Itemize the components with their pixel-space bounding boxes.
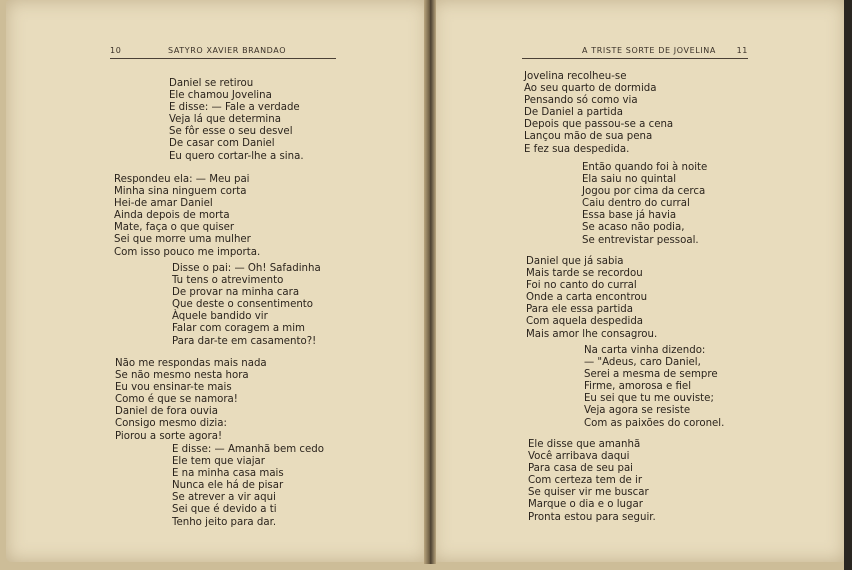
left-page-header (110, 44, 336, 59)
verse-line: Tu tens o atrevimento (172, 275, 284, 287)
verse-line: Você arribava daqui (528, 451, 630, 463)
verse-line: Foi no canto do curral (526, 280, 637, 292)
verse-line: Firme, amorosa e fiel (584, 381, 692, 393)
verse-line: Na carta vinha dizendo: (584, 345, 706, 356)
verse-line: Onde a carta encontrou (526, 292, 648, 304)
verse-line: Com as paixões do coronel. (584, 417, 725, 429)
verse-line: Eu sei que tu me ouviste; (584, 393, 714, 405)
verse-line: Ela saiu no quintal (582, 174, 677, 186)
verse-line: Como é que se namora! (115, 394, 238, 406)
verse-line: Se fôr esse o seu desvel (169, 126, 293, 138)
verse-line: Veja lá que determina (169, 114, 281, 126)
verse-line: Daniel de fora ouvia (115, 406, 218, 418)
right-page-header (522, 44, 748, 59)
verse-line: Pronta estou para seguir. (528, 511, 656, 523)
left-stanza-4 (115, 358, 267, 443)
verse-line: Mais tarde se recordou (526, 268, 643, 280)
verse-line: Jogou por cima da cerca (582, 186, 706, 198)
left-page-number: 10 (110, 46, 122, 55)
verse-line: E disse: — Amanhã bem cedo (172, 444, 324, 455)
verse-line: Ao seu quarto de dormida (524, 83, 657, 95)
verse-line: Com aquela despedida (526, 316, 644, 328)
verse-line: Ainda depois de morta (114, 210, 230, 222)
verse-line: — "Adeus, caro Daniel, (584, 357, 701, 369)
verse-line: Essa base já havia (582, 210, 677, 222)
left-stanza-1 (169, 78, 304, 163)
left-stanza-3 (172, 263, 321, 348)
right-stanza-5 (528, 439, 656, 524)
verse-line: Falar com coragem a mim (172, 323, 305, 335)
verse-line: Sei que morre uma mulher (114, 234, 251, 246)
verse-line: Tenho jeito para dar. (172, 516, 277, 528)
verse-line: Com certeza tem de ir (528, 475, 643, 487)
right-stanza-2 (582, 162, 707, 247)
verse-line: Eu quero cortar-lhe a sina. (169, 150, 304, 162)
verse-line: Mais amor lhe consagrou. (526, 328, 658, 340)
verse-line: Sei que é devido a ti (172, 504, 277, 516)
verse-line: Se acaso não podia, (582, 222, 685, 234)
verse-line: Para casa de seu pai (528, 463, 634, 475)
verse-line: Veja agora se resiste (584, 405, 691, 417)
right-page-number: 11 (736, 46, 748, 55)
verse-line: Se atrever a vir aqui (172, 492, 276, 504)
verse-line: Se não mesmo nesta hora (115, 370, 249, 382)
verse-line: Ele tem que viajar (172, 456, 265, 468)
verse-line: Nunca ele há de pisar (172, 480, 284, 492)
verse-line: Para ele essa partida (526, 304, 633, 316)
verse-line: Respondeu ela: — Meu pai (114, 174, 250, 185)
verse-line: Serei a mesma de sempre (584, 369, 718, 381)
verse-line: Jovelina recolheu-se (524, 71, 627, 82)
left-running-title: SATYRO XAVIER BRANDAO (168, 46, 287, 55)
right-stanza-4 (584, 345, 724, 430)
verse-line: Daniel se retirou (169, 78, 254, 89)
right-stanza-1 (524, 71, 673, 156)
right-stanza-3 (526, 256, 657, 341)
verse-line: Se entrevistar pessoal. (582, 234, 699, 246)
verse-line: De Daniel a partida (524, 107, 623, 119)
verse-line: Piorou a sorte agora! (115, 430, 223, 442)
verse-line: Pensando só como via (524, 95, 638, 107)
verse-line: E fez sua despedida. (524, 143, 630, 155)
verse-line: Mate, faça o que quiser (114, 222, 235, 234)
verse-line: Para dar-te em casamento?! (172, 335, 317, 347)
verse-line: E na minha casa mais (172, 468, 284, 480)
verse-line: Àquele bandido vir (172, 311, 268, 323)
verse-line: Não me respondas mais nada (115, 358, 267, 369)
verse-line: Ele chamou Jovelina (169, 90, 272, 102)
left-stanza-5 (172, 444, 324, 529)
verse-line: Com isso pouco me importa. (114, 246, 261, 258)
verse-line: De casar com Daniel (169, 138, 275, 150)
verse-line: Depois que passou-se a cena (524, 119, 674, 131)
verse-line: Eu vou ensinar-te mais (115, 382, 232, 394)
verse-line: E disse: — Fale a verdade (169, 102, 300, 114)
verse-line: De provar na minha cara (172, 287, 300, 299)
verse-line: Ele disse que amanhã (528, 439, 641, 450)
book-gutter (424, 0, 436, 564)
verse-line: Daniel que já sabia (526, 256, 624, 267)
verse-line: Marque o dia e o lugar (528, 499, 643, 511)
right-running-title: A TRISTE SORTE DE JOVELINA (582, 46, 716, 55)
verse-line: Lançou mão de sua pena (524, 131, 653, 143)
verse-line: Que deste o consentimento (172, 299, 314, 311)
verse-line: Disse o pai: — Oh! Safadinha (172, 263, 321, 274)
verse-line: Se quiser vir me buscar (528, 487, 649, 499)
verse-line: Caiu dentro do curral (582, 198, 690, 210)
verse-line: Consigo mesmo dizia: (115, 418, 227, 430)
scan-edge (844, 0, 852, 570)
left-stanza-2 (114, 174, 260, 259)
verse-line: Hei-de amar Daniel (114, 198, 213, 210)
verse-line: Minha sina ninguem corta (114, 186, 247, 198)
verse-line: Então quando foi à noite (582, 162, 708, 173)
